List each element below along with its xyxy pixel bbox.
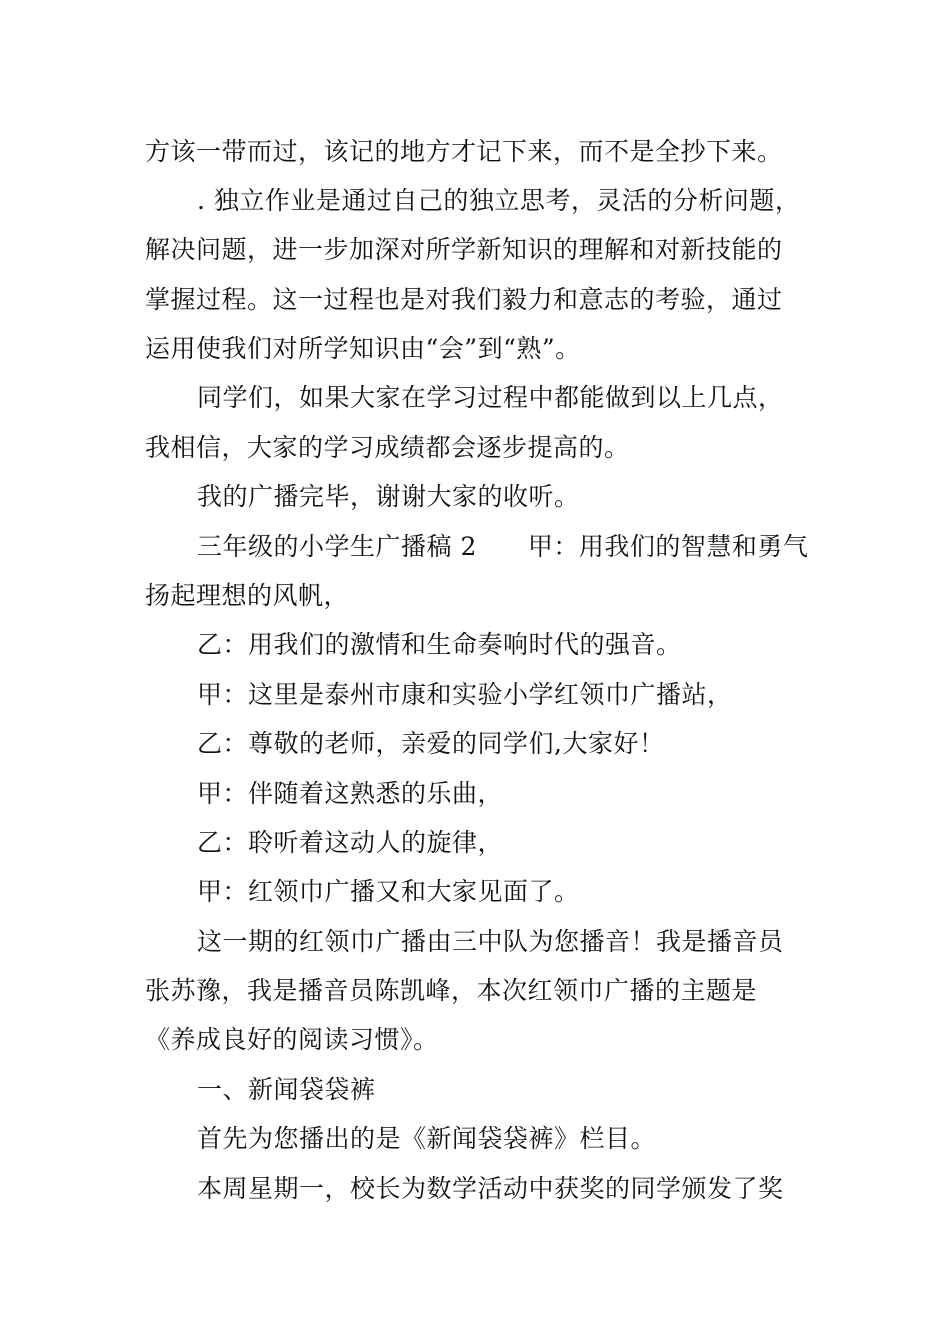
- text-line: 首先为您播出的是《新闻袋袋裤》栏目。: [197, 1124, 657, 1153]
- text-line: . 独立作业是通过自己的独立思考，灵活的分析问题，: [197, 186, 801, 215]
- text-line: 我相信，大家的学习成绩都会逐步提高的。: [145, 433, 630, 462]
- text-line: 张苏豫，我是播音员陈凯峰，本次红领巾广播的主题是: [145, 976, 758, 1005]
- text-line: 乙：尊敬的老师，亲爱的同学们,大家好！: [197, 729, 665, 758]
- text-line: 掌握过程。这一过程也是对我们毅力和意志的考验，通过: [145, 285, 783, 314]
- text-line: 运用使我们对所学知识由“会”到“熟”。: [145, 334, 581, 363]
- text-line: 解决问题，进一步加深对所学新知识的理解和对新技能的: [145, 235, 783, 264]
- text-line: 甲：这里是泰州市康和实验小学红领巾广播站，: [197, 680, 733, 709]
- text-line: 同学们，如果大家在学习过程中都能做到以上几点，: [197, 383, 784, 412]
- text-line: 《养成良好的阅读习惯》。: [145, 1025, 439, 1054]
- text-line: 乙：聆听着这动人的旋律，: [197, 828, 504, 857]
- text-line: 扬起理想的风帆，: [145, 581, 350, 610]
- text-line: 我的广播完毕，谢谢大家的收听。: [197, 482, 580, 511]
- text-line: 本周星期一，校长为数学活动中获奖的同学颁发了奖: [197, 1174, 784, 1203]
- text-line: 甲：红领巾广播又和大家见面了。: [197, 877, 580, 906]
- text-line: 三年级的小学生广播稿 2 甲：用我们的智慧和勇气: [197, 532, 809, 561]
- text-line: 方该一带而过，该记的地方才记下来，而不是全抄下来。: [145, 137, 783, 166]
- section-heading: 一、新闻袋袋裤: [197, 1075, 376, 1104]
- text-line: 乙：用我们的激情和生命奏响时代的强音。: [197, 630, 682, 659]
- text-line: 甲：伴随着这熟悉的乐曲，: [197, 779, 504, 808]
- text-line: 这一期的红领巾广播由三中队为您播音！我是播音员: [197, 927, 784, 956]
